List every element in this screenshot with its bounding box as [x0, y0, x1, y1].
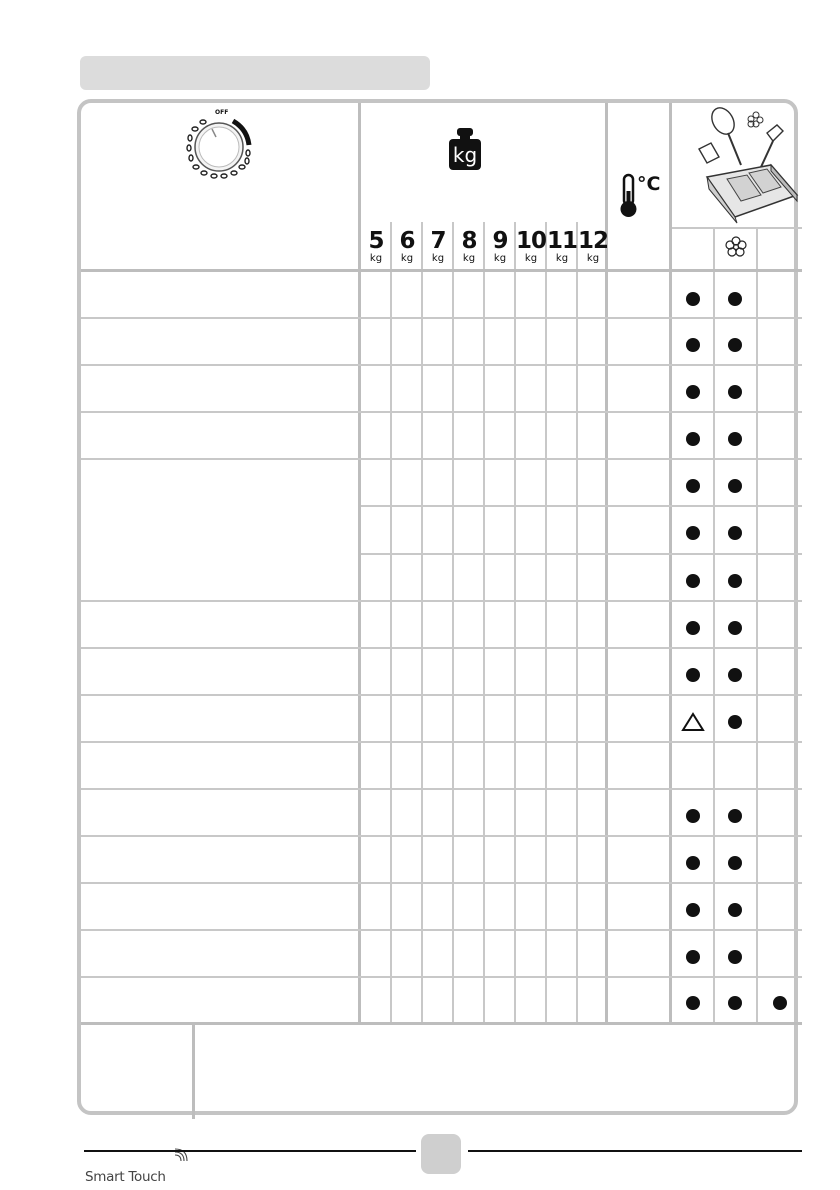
row-line [81, 458, 802, 460]
divider-kg [390, 222, 392, 1024]
load-10kg: 10 [516, 228, 547, 254]
divider-compartment-2 [756, 227, 758, 1024]
load-unit: kg [493, 253, 507, 264]
load-8kg: 8 [461, 228, 477, 254]
row-line [81, 694, 802, 696]
page-number-box [421, 1134, 461, 1174]
dial-off-label: OFF [215, 109, 229, 116]
compartment-dot [728, 526, 742, 540]
load-12kg: 12 [578, 228, 609, 254]
compartment-dot [728, 809, 742, 823]
load-unit: kg [369, 253, 383, 264]
load-11kg: 11 [547, 228, 578, 254]
compartment-dot [728, 950, 742, 964]
compartment-dot [686, 292, 700, 306]
compartment-dot [686, 621, 700, 635]
compartment-dot [728, 668, 742, 682]
compartment-dot [686, 479, 700, 493]
load-unit: kg [431, 253, 445, 264]
divider-kg [545, 222, 547, 1024]
smart-touch-divider [192, 1024, 195, 1119]
flower-softener-icon [724, 235, 748, 259]
load-7kg: 7 [430, 228, 446, 254]
compartment-dot [686, 338, 700, 352]
load-9kg: 9 [492, 228, 508, 254]
compartment-dot [728, 338, 742, 352]
header-bottom-line [81, 269, 802, 272]
compartment-dot [686, 574, 700, 588]
compartment-dot [728, 292, 742, 306]
detergent-drawer-icon [697, 105, 801, 223]
compartment-dot [728, 385, 742, 399]
divider-kg [514, 222, 516, 1024]
row-line [81, 364, 802, 366]
divider-kg [576, 222, 578, 1024]
row-line [81, 788, 802, 790]
row-line [81, 835, 802, 837]
compartment-dot [728, 479, 742, 493]
compartment-dot [773, 996, 787, 1010]
row-line [81, 411, 802, 413]
divider-compartment-1 [713, 227, 715, 1024]
load-unit: kg [555, 253, 569, 264]
smart-touch-label: Smart Touch [85, 1169, 166, 1185]
divider-kg [421, 222, 423, 1024]
load-5kg: 5 [368, 228, 384, 254]
row-line [81, 317, 802, 319]
compartment-dot [686, 856, 700, 870]
compartment-dot [728, 996, 742, 1010]
load-unit: kg [586, 253, 600, 264]
compartment-dot [686, 996, 700, 1010]
divider-temp-column [669, 103, 672, 1024]
divider-kg [483, 222, 485, 1024]
footer-line-left [84, 1150, 416, 1152]
compartment-dot [728, 856, 742, 870]
program-table [77, 99, 798, 1185]
compartment-dot [686, 385, 700, 399]
divider-kg [452, 222, 454, 1024]
program-dial-icon [181, 105, 261, 185]
compartment-dot [686, 903, 700, 917]
load-unit: kg [462, 253, 476, 264]
weight-icon-label: kg [452, 143, 478, 167]
load-unit: kg [400, 253, 414, 264]
row-line [81, 929, 802, 931]
section-title-bar [80, 56, 430, 90]
row-line-sub [361, 505, 802, 507]
compartment-dot [686, 432, 700, 446]
compartment-dot [728, 621, 742, 635]
compartment-dot [686, 668, 700, 682]
wifi-signal-icon [173, 1151, 191, 1169]
compartment-dot [686, 950, 700, 964]
compartment-dot [686, 809, 700, 823]
drawer-subheader-line [672, 227, 802, 229]
temperature-unit: °C [637, 173, 661, 195]
load-unit: kg [524, 253, 538, 264]
load-6kg: 6 [399, 228, 415, 254]
table-bottom-line [81, 1022, 802, 1025]
compartment-dot [686, 526, 700, 540]
row-line [81, 600, 802, 602]
row-line [81, 741, 802, 743]
row-line [81, 882, 802, 884]
compartment-triangle [681, 712, 705, 732]
compartment-dot [728, 432, 742, 446]
compartment-dot [728, 715, 742, 729]
compartment-dot [728, 903, 742, 917]
row-line [81, 647, 802, 649]
row-line-sub [361, 553, 802, 555]
footer-line-right [468, 1150, 802, 1152]
compartment-dot [728, 574, 742, 588]
row-line [81, 976, 802, 978]
